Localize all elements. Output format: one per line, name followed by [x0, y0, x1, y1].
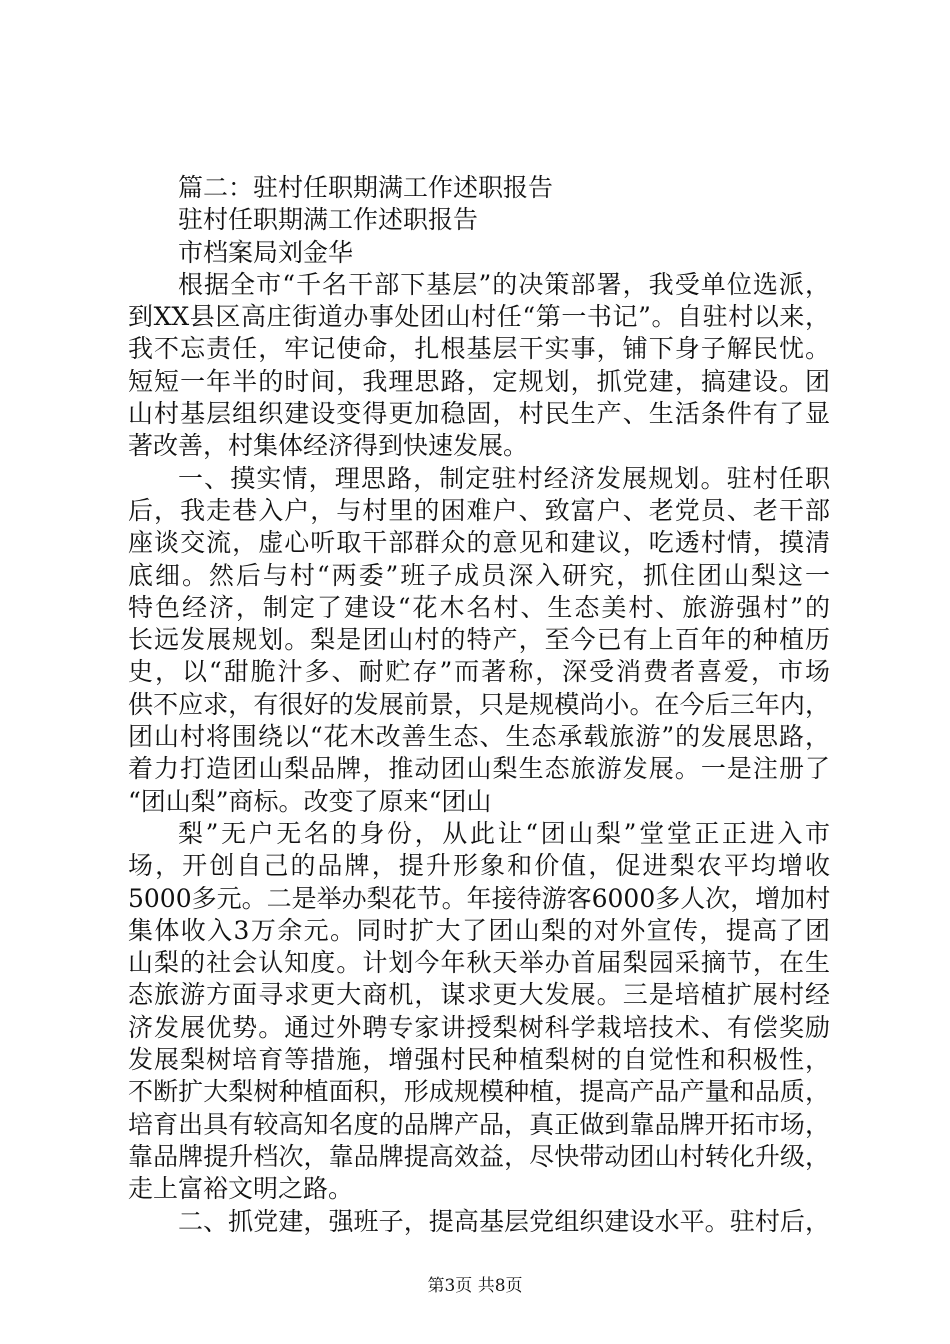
text-line: 场，开创自己的品牌，提升形象和价值，促进梨农平均增收 [128, 851, 830, 881]
text-line: 山村基层组织建设变得更加稳固，村民生产、生活条件有了显 [128, 399, 830, 429]
text-line: 一、摸实情，理思路，制定驻村经济发展规划。驻村任职 [178, 463, 830, 493]
text-line: 后，我走巷入户，与村里的困难户、致富户、老党员、老干部 [128, 495, 830, 525]
text-line: 不断扩大梨树种植面积，形成规模种植，提高产品产量和品质， [128, 1077, 830, 1107]
text-line: 梨”无户无名的身份，从此让“团山梨”堂堂正正进入市 [178, 818, 830, 848]
author-line: 市档案局刘金华 [178, 237, 354, 267]
text-line: 山梨的社会认知度。计划今年秋天举办首届梨园采摘节，在生 [128, 948, 830, 978]
text-line: 集体收入3万余元。同时扩大了团山梨的对外宣传，提高了团 [128, 915, 830, 945]
text-line: 著改善，村集体经济得到快速发展。 [128, 431, 529, 461]
text-line: 发展梨树培育等措施，增强村民种植梨树的自觉性和积极性， [128, 1045, 830, 1075]
text-line: 5000多元。二是举办梨花节。年接待游客6000多人次，增加村 [128, 883, 830, 913]
text-line: 到XX县区高庄街道办事处团山村任“第一书记”。自驻村以来， [128, 302, 830, 332]
text-line: 靠品牌提升档次，靠品牌提高效益，尽快带动团山村转化升级， [128, 1141, 830, 1171]
text-line: 供不应求，有很好的发展前景，只是规模尚小。在今后三年内， [128, 689, 830, 719]
text-line: 走上富裕文明之路。 [128, 1174, 354, 1204]
text-line: 团山村将围绕以“花木改善生态、生态承载旅游”的发展思路， [128, 722, 830, 752]
text-line: 着力打造团山梨品牌，推动团山梨生态旅游发展。一是注册了 [128, 754, 830, 784]
text-line: 我不忘责任，牢记使命，扎根基层干实事，铺下身子解民忧。 [128, 334, 830, 364]
text-line: 根据全市“千名干部下基层”的决策部署，我受单位选派， [178, 269, 830, 299]
page-footer: 第3页 共8页 [427, 1276, 523, 1296]
text-line: 二、抓党建，强班子，提高基层党组织建设水平。驻村后， [178, 1206, 830, 1236]
text-line: 态旅游方面寻求更大商机，谋求更大发展。三是培植扩展村经 [128, 980, 830, 1010]
text-line: 培育出具有较高知名度的品牌产品，真正做到靠品牌开拓市场， [128, 1109, 830, 1139]
text-line: 济发展优势。通过外聘专家讲授梨树科学栽培技术、有偿奖励 [128, 1012, 830, 1042]
text-line: “团山梨”商标。改变了原来“团山 [128, 786, 492, 816]
text-line: 特色经济，制定了建设“花木名村、生态美村、旅游强村”的 [128, 592, 830, 622]
text-line: 长远发展规划。梨是团山村的特产，至今已有上百年的种植历 [128, 625, 830, 655]
text-line: 座谈交流，虚心听取干部群众的意见和建议，吃透村情，摸清 [128, 528, 830, 558]
text-line: 短短一年半的时间，我理思路，定规划，抓党建，搞建设。团 [128, 366, 830, 396]
report-title: 驻村任职期满工作述职报告 [178, 205, 479, 235]
section-heading: 篇二：驻村任职期满工作述职报告 [178, 173, 554, 202]
text-line: 底细。然后与村“两委”班子成员深入研究，抓住团山梨这一 [128, 560, 830, 590]
text-line: 史，以“甜脆汁多、耐贮存”而著称，深受消费者喜爱，市场 [128, 657, 830, 687]
body-text [128, 172, 830, 1238]
